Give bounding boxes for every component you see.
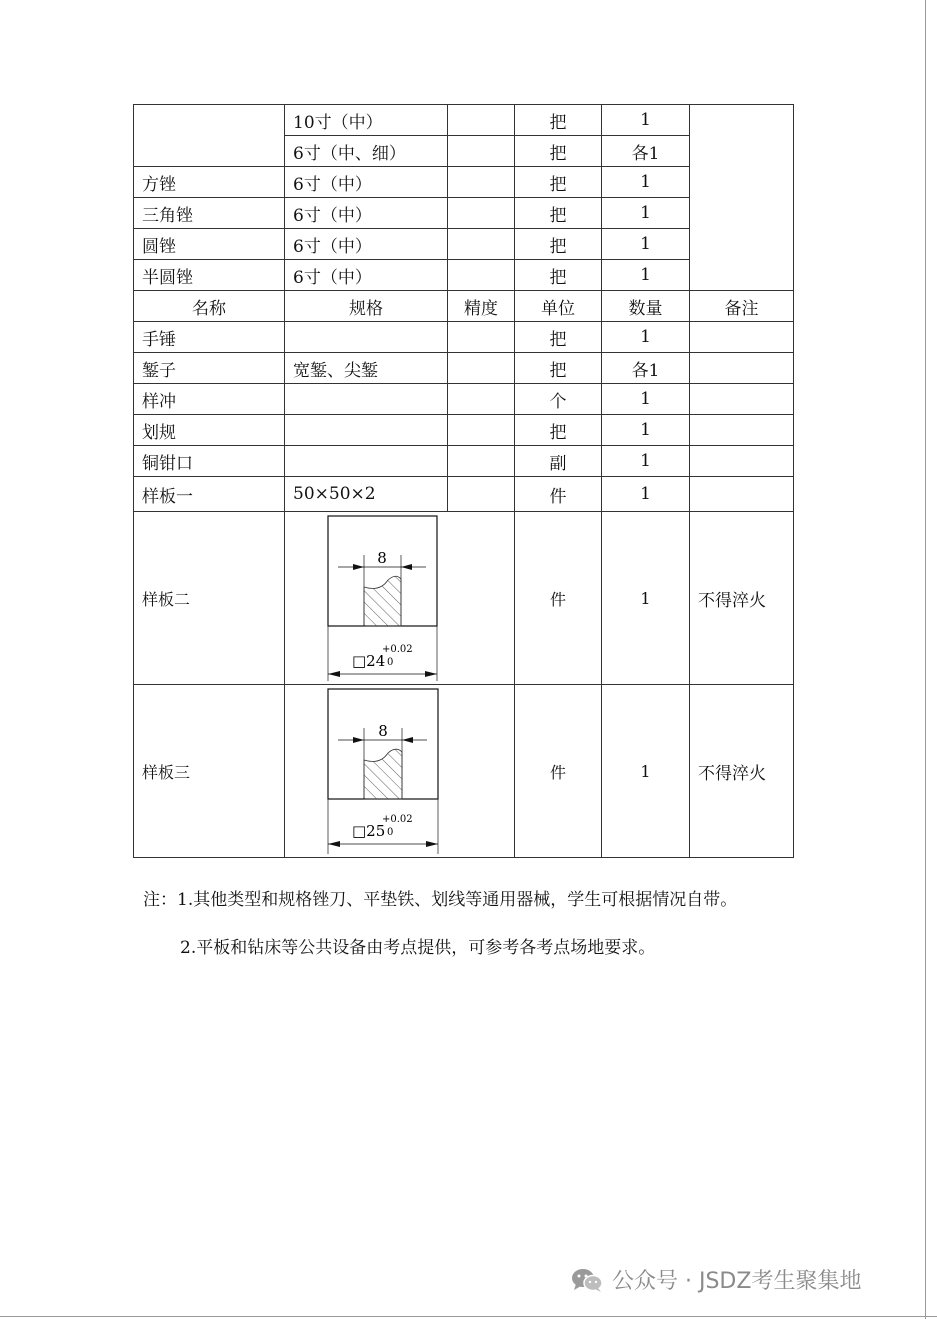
template-drawing-cell — [285, 685, 515, 858]
table-cell-name: 錾子 — [134, 353, 285, 384]
table-cell-precision — [448, 136, 515, 167]
table-cell-precision — [448, 477, 515, 512]
table-row — [134, 685, 794, 858]
table-cell-qty: 1 — [602, 512, 690, 685]
table-cell-unit: 个 — [515, 384, 602, 415]
table-cell-qty: 1 — [602, 415, 690, 446]
template-sketch — [320, 686, 480, 856]
table-cell-unit: 把 — [515, 322, 602, 353]
slot-hatch — [364, 749, 402, 799]
table-cell-spec — [285, 446, 448, 477]
table-cell-name: 样冲 — [134, 384, 285, 415]
table-cell-spec: 10寸（中） — [285, 105, 448, 136]
table-cell-qty: 1 — [602, 685, 690, 858]
table-cell-precision — [448, 229, 515, 260]
table-cell-spec: 6寸（中、细） — [285, 136, 448, 167]
tolerance-lower: 0 — [386, 657, 393, 668]
table-cell-unit: 件 — [515, 512, 602, 685]
watermark-text: 公众号 · JSDZ考生聚集地 — [612, 1269, 862, 1294]
table-cell-qty: 各1 — [602, 136, 690, 167]
table-cell-precision — [448, 415, 515, 446]
table-cell-spec: 50×50×2 — [285, 477, 448, 512]
table-cell-unit: 把 — [515, 229, 602, 260]
table-row — [134, 384, 794, 415]
table-cell-unit: 把 — [515, 353, 602, 384]
table-cell-precision — [448, 353, 515, 384]
table-cell-remark — [690, 477, 794, 512]
table-row — [134, 477, 794, 512]
table-cell-precision — [448, 322, 515, 353]
table-cell-remark: 不得淬火 — [690, 685, 794, 858]
table-cell-qty: 1 — [602, 477, 690, 512]
page-edge — [0, 1316, 937, 1317]
table-cell-name: 手锤 — [134, 322, 285, 353]
table-cell-unit: 把 — [515, 198, 602, 229]
slot-hatch — [364, 576, 401, 626]
table-cell-qty: 1 — [602, 322, 690, 353]
table-cell-remark — [690, 384, 794, 415]
tools-table — [133, 104, 794, 858]
table-cell-name: 划规 — [134, 415, 285, 446]
table-cell-spec — [285, 384, 448, 415]
table-cell-qty: 1 — [602, 446, 690, 477]
header-spec: 规格 — [285, 291, 448, 322]
template-drawing-cell — [285, 512, 515, 685]
dim-top-label: 8 — [376, 549, 387, 567]
table-cell-name: 铜钳口 — [134, 446, 285, 477]
header-name: 名称 — [134, 291, 285, 322]
table-cell-spec: 宽錾、尖錾 — [285, 353, 448, 384]
table-cell-name: 方锉 — [134, 167, 285, 198]
table-cell-unit: 副 — [515, 446, 602, 477]
header-unit: 单位 — [515, 291, 602, 322]
table-cell-precision — [448, 446, 515, 477]
header-remark: 备注 — [690, 291, 794, 322]
table-cell-name: 半圆锉 — [134, 260, 285, 291]
table-row — [134, 446, 794, 477]
table-cell-precision — [448, 384, 515, 415]
note-2: 2.平板和钻床等公共设备由考点提供，可参考各考点场地要求。 — [180, 938, 656, 958]
table-cell-unit: 把 — [515, 136, 602, 167]
table-cell-spec: 6寸（中） — [285, 260, 448, 291]
table-cell-qty: 1 — [602, 260, 690, 291]
table-row — [134, 105, 794, 136]
table-cell-remark — [690, 105, 794, 291]
table-cell-name — [134, 105, 285, 167]
table-cell-unit: 件 — [515, 477, 602, 512]
table-cell-unit: 件 — [515, 685, 602, 858]
table-cell-spec — [285, 415, 448, 446]
table-row — [134, 353, 794, 384]
table-cell-remark — [690, 415, 794, 446]
table-cell-unit: 把 — [515, 415, 602, 446]
table-cell-spec: 6寸（中） — [285, 167, 448, 198]
table-cell-precision — [448, 167, 515, 198]
dim-base-label: □24 — [351, 652, 385, 670]
tolerance-upper: +0.02 — [381, 644, 413, 655]
table-cell-qty: 各1 — [602, 353, 690, 384]
table-cell-qty: 1 — [602, 198, 690, 229]
table-cell-name: 样板三 — [134, 685, 285, 858]
table-cell-remark — [690, 322, 794, 353]
table-cell-name: 三角锉 — [134, 198, 285, 229]
table-cell-remark: 不得淬火 — [690, 512, 794, 685]
table-cell-qty: 1 — [602, 384, 690, 415]
table-cell-spec — [285, 322, 448, 353]
table-header-row — [134, 291, 794, 322]
table-cell-name: 样板一 — [134, 477, 285, 512]
watermark — [570, 1264, 861, 1295]
table-cell-qty: 1 — [602, 167, 690, 198]
header-precision: 精度 — [448, 291, 515, 322]
header-qty: 数量 — [602, 291, 690, 322]
table-cell-precision — [448, 105, 515, 136]
table-cell-spec: 6寸（中） — [285, 198, 448, 229]
table-row — [134, 512, 794, 685]
table-cell-name: 样板二 — [134, 512, 285, 685]
table-row — [134, 415, 794, 446]
dim-base-label: □25 — [351, 822, 385, 840]
note-1: 注：1.其他类型和规格锉刀、平垫铁、划线等通用器械，学生可根据情况自带。 — [143, 890, 738, 910]
table-cell-unit: 把 — [515, 167, 602, 198]
template-sketch — [320, 513, 480, 683]
table-cell-qty: 1 — [602, 105, 690, 136]
table-cell-qty: 1 — [602, 229, 690, 260]
table-cell-remark — [690, 446, 794, 477]
table-cell-unit: 把 — [515, 105, 602, 136]
table-cell-spec: 6寸（中） — [285, 229, 448, 260]
dim-top-label: 8 — [377, 722, 388, 740]
tolerance-upper: +0.02 — [381, 814, 413, 825]
table-cell-remark — [690, 353, 794, 384]
table-row — [134, 322, 794, 353]
page-edge — [925, 0, 926, 1319]
table-cell-unit: 把 — [515, 260, 602, 291]
tolerance-lower: 0 — [386, 827, 393, 838]
wechat-icon — [570, 1267, 604, 1293]
table-cell-precision — [448, 198, 515, 229]
table-cell-name: 圆锉 — [134, 229, 285, 260]
table-cell-precision — [448, 260, 515, 291]
